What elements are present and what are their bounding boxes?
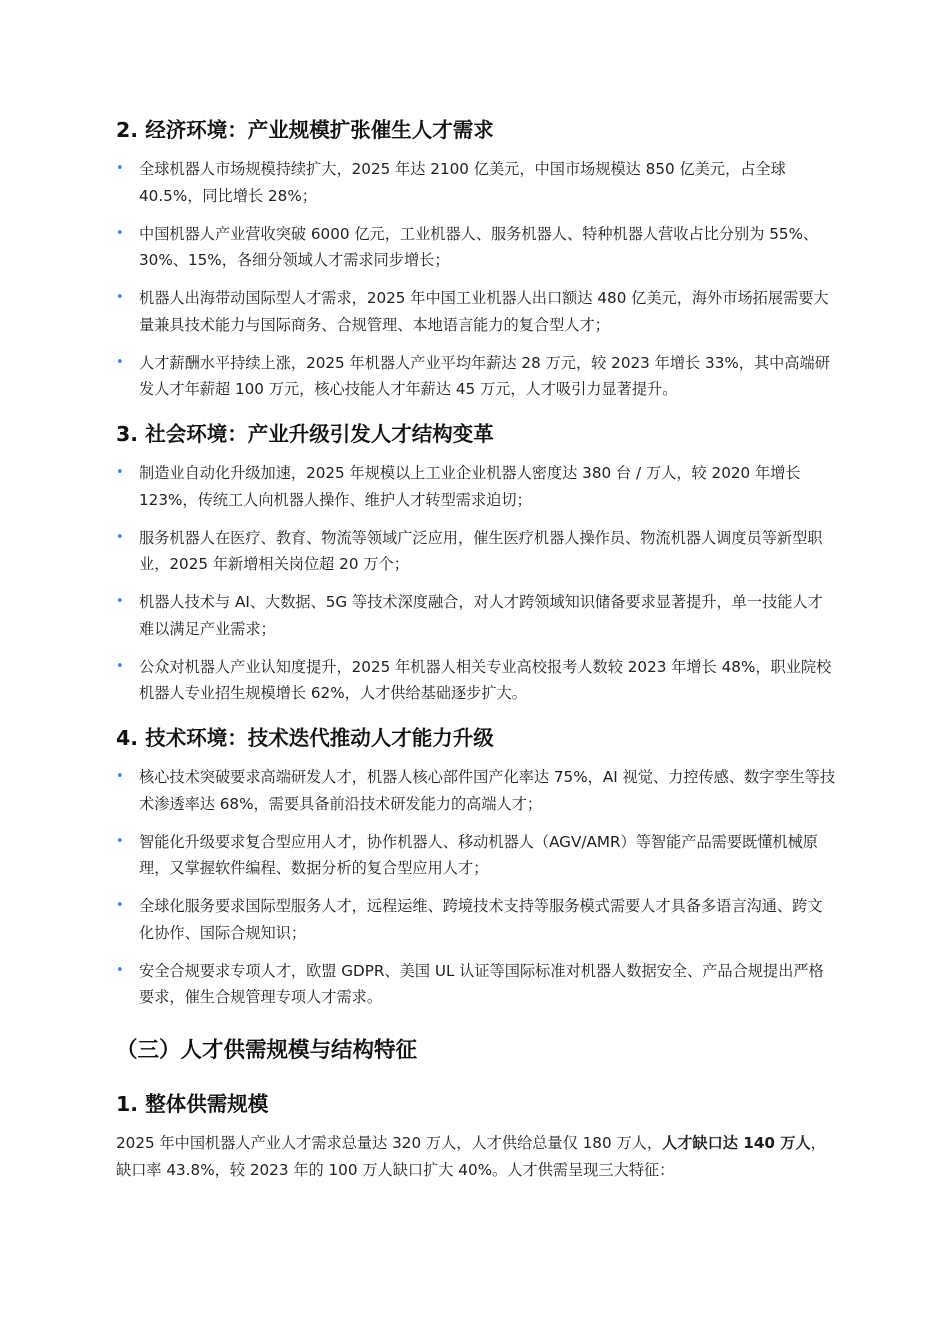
subsection-title: 1. 整体供需规模 xyxy=(116,1092,269,1116)
bullet-icon: • xyxy=(116,529,124,545)
list-item-text: 智能化升级要求复合型应用人才，协作机器人、移动机器人（AGV/AMR）等智能产品需要既懂机械原理，又掌握软件编程、数据分析的复合型应用人才； xyxy=(139,832,818,877)
list-item-text: 服务机器人在医疗、教育、物流等领域广泛应用，催生医疗机器人操作员、物流机器人调度员等新型职业，2025 年新增相关岗位超 20 万个； xyxy=(139,528,823,573)
list-item xyxy=(116,350,836,403)
bullet-icon: • xyxy=(116,962,124,978)
list-item-text: 全球机器人市场规模持续扩大，2025 年达 2100 亿美元，中国市场规模达 850 亿美元，占全球 40.5%，同比增长 28%； xyxy=(139,160,786,205)
list-item xyxy=(116,893,836,946)
list-item xyxy=(116,958,836,1011)
list-item-text: 公众对机器人产业认知度提升，2025 年机器人相关专业高校报考人数较 2023 年增长 48%，职业院校机器人专业招生规模增长 62%，人才供给基础逐步扩大。 xyxy=(139,657,832,702)
list-item xyxy=(116,589,836,642)
bullet-icon: • xyxy=(116,290,124,305)
bullet-icon: • xyxy=(116,161,124,176)
list-item-text: 中国机器人产业营收突破 6000 亿元，工业机器人、服务机器人、特种机器人营收占比分别为 55%、30%、15%，各细分领域人才需求同步增长； xyxy=(139,224,819,269)
list-item xyxy=(116,221,836,274)
section-title-social: 3. 社会环境：产业升级引发人才结构变革 xyxy=(116,422,494,446)
list-item xyxy=(116,460,836,513)
summary-paragraph xyxy=(116,1130,836,1183)
bullet-icon: • xyxy=(116,898,124,913)
chapter-title: （三）人才供需规模与结构特征 xyxy=(116,1038,418,1063)
technology-bullet-list xyxy=(116,764,836,1011)
list-item xyxy=(116,525,836,578)
summary-text-part1: 2025 年中国机器人产业人才需求总量达 320 万人，人才供给总量仅 180 万人， xyxy=(116,1134,663,1152)
summary-highlight: 人才缺口达 140 万人 xyxy=(662,1134,811,1152)
list-item-text: 制造业自动化升级加速，2025 年规模以上工业企业机器人密度达 380 台 / 万人，较 2020 年增长 123%，传统工人向机器人操作、维护人才转型需求迫切； xyxy=(139,464,801,509)
list-item-text: 机器人出海带动国际型人才需求，2025 年中国工业机器人出口额达 480 亿美元，海外市场拓展需要大量兼具技术能力与国际商务、合规管理、本地语言能力的复合型人才； xyxy=(139,289,829,334)
bullet-icon: • xyxy=(116,465,124,480)
list-item xyxy=(116,654,836,707)
list-item-text: 机器人技术与 AI、大数据、5G 等技术深度融合，对人才跨领域知识储备要求显著提升，单一技能人才难以满足产业需求； xyxy=(139,593,823,638)
list-item xyxy=(116,285,836,338)
list-item-text: 人才薪酬水平持续上涨，2025 年机器人产业平均年薪达 28 万元，较 2023 年增长 33%，其中高端研发人才年薪超 100 万元，核心技能人才年薪达 45 万元，人才吸引力显著提升。 xyxy=(139,353,830,398)
bullet-icon: • xyxy=(116,354,124,370)
list-item xyxy=(116,764,836,817)
bullet-icon: • xyxy=(116,594,124,609)
document-content xyxy=(116,116,836,1183)
bullet-icon: • xyxy=(116,225,124,241)
list-item-text: 核心技术突破要求高端研发人才，机器人核心部件国产化率达 75%，AI 视觉、力控传感、数字孪生等技术渗透率达 68%，需要具备前沿技术研发能力的高端人才； xyxy=(139,768,836,813)
bullet-icon: • xyxy=(116,658,124,674)
section-title-technology: 4. 技术环境：技术迭代推动人才能力升级 xyxy=(116,726,494,750)
bullet-icon: • xyxy=(116,769,124,784)
summary-text-part2: ，缺口率 43.8%，较 2023 年的 100 万人缺口扩大 40%。人才供需呈现三大特征： xyxy=(116,1134,826,1179)
list-item xyxy=(116,156,836,209)
list-item xyxy=(116,829,836,882)
social-bullet-list xyxy=(116,460,836,707)
list-item-text: 安全合规要求专项人才，欧盟 GDPR、美国 UL 认证等国际标准对机器人数据安全、产品合规提出严格要求，催生合规管理专项人才需求。 xyxy=(139,961,824,1006)
bullet-icon: • xyxy=(116,833,124,849)
list-item-text: 全球化服务要求国际型服务人才，远程运维、跨境技术支持等服务模式需要人才具备多语言沟通、跨文化协作、国际合规知识； xyxy=(139,897,823,942)
section-title-economic: 2. 经济环境：产业规模扩张催生人才需求 xyxy=(116,118,494,142)
economic-bullet-list xyxy=(116,156,836,403)
